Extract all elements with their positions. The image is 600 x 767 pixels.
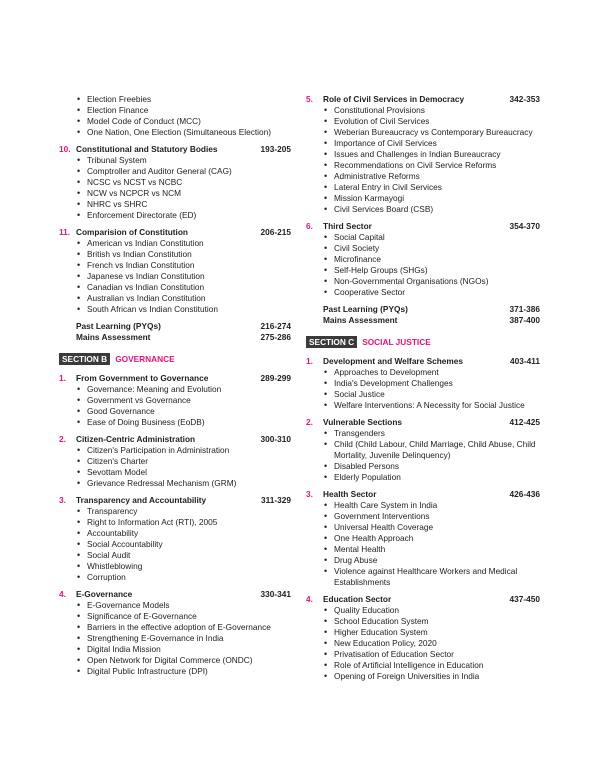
list-item: • Ease of Doing Business (EoDB) [76,417,291,428]
chapter-title: Constitutional and Statutory Bodies [76,144,218,154]
list-item: • Opening of Foreign Universities in India [323,671,540,682]
list-item: • South African vs Indian Constitution [76,304,291,315]
lead-item-list [59,94,291,138]
list-item: • Civil Society [323,243,540,254]
list-item: • Evolution of Civil Services [323,116,540,127]
page-range: 387-400 [509,315,540,325]
list-item: • Higher Education System [323,627,540,638]
chapter-heading [59,495,291,506]
right-column [306,94,540,688]
page-range: 371-386 [509,304,540,314]
chapter-heading [306,356,540,367]
list-item: • Social Audit [76,550,291,561]
list-item: • Recommendations on Civil Service Reforms [323,160,540,171]
page-range: 426-436 [509,489,540,499]
list-item: • Citizen's Participation in Administration [76,445,291,456]
right-chapter-group-a [306,94,540,298]
list-item: • Significance of E-Governance [76,611,291,622]
assessment-row [306,304,540,315]
list-item: • Government vs Governance [76,395,291,406]
page-range: 330-341 [260,589,291,599]
chapter-number: 10. [59,144,71,154]
chapter-title: Third Sector [323,221,372,231]
list-item: • Elderly Population [323,472,540,483]
list-item: • Good Governance [76,406,291,417]
topic-list [306,232,540,298]
list-item: • Social Justice [323,389,540,400]
list-item: • Privatisation of Education Sector [323,649,540,660]
toc-entry [306,489,540,588]
list-item: • NHRC vs SHRC [76,199,291,210]
page-range: 342-353 [509,94,540,104]
chapter-number: 4. [59,589,66,599]
list-item: • Australian vs Indian Constitution [76,293,291,304]
list-item: • American vs Indian Constitution [76,238,291,249]
list-item: • Issues and Challenges in Indian Bureaucracy [323,149,540,160]
list-item: • Mission Karmayogi [323,193,540,204]
toc-entry [306,356,540,411]
list-item: • Disabled Persons [323,461,540,472]
list-item: • Role of Artificial Intelligence in Education [323,660,540,671]
assessment-title: Mains Assessment [323,315,398,325]
list-item: • Corruption [76,572,291,583]
page-range: 275-286 [260,332,291,342]
chapter-title: Education Sector [323,594,392,604]
list-item: • Health Care System in India [323,500,540,511]
chapter-heading [59,434,291,445]
chapter-number: 4. [306,594,313,604]
chapter-title: Development and Welfare Schemes [323,356,464,366]
list-item: • Microfinance [323,254,540,265]
section-name: GOVERNANCE [115,353,175,364]
page-range: 403-411 [510,356,540,366]
section-label: SECTION B [59,353,110,365]
section-header-b [59,353,291,365]
chapter-number: 3. [59,495,66,505]
chapter-title: Citizen-Centric Administration [76,434,196,444]
list-item: • Grievance Redressal Mechanism (GRM) [76,478,291,489]
list-item: • Approaches to Development [323,367,540,378]
list-item: • Strengthening E-Governance in India [76,633,291,644]
chapter-number: 2. [59,434,66,444]
list-item: • Child (Child Labour, Child Marriage, Child Abuse, Child Mortality, Juvenile Delinquency) [323,439,540,461]
page-range: 216-274 [260,321,291,331]
list-item: • Government Interventions [323,511,540,522]
chapter-heading [306,489,540,500]
list-item: • Accountability [76,528,291,539]
toc-entry [59,495,291,583]
chapter-heading [59,227,291,238]
list-item: • Japanese vs Indian Constitution [76,271,291,282]
list-item: • New Education Policy, 2020 [323,638,540,649]
assessment-title: Past Learning (PYQs) [76,321,161,331]
section-header-c [306,336,540,348]
topic-list [59,155,291,221]
list-item: • Lateral Entry in Civil Services [323,182,540,193]
list-item: • Mental Health [323,544,540,555]
page-range: 311-329 [261,495,291,505]
list-item: • India's Development Challenges [323,378,540,389]
list-item: • Quality Education [323,605,540,616]
list-item: • Transgenders [323,428,540,439]
list-item: • Non-Governmental Organisations (NGOs) [323,276,540,287]
list-item: • Digital Public Infrastructure (DPI) [76,666,291,677]
topic-list [59,506,291,583]
chapter-number: 6. [306,221,313,231]
list-item: • Universal Health Coverage [323,522,540,533]
right-chapter-group-b [306,356,540,682]
list-item: • Digital India Mission [76,644,291,655]
page-range: 437-450 [509,594,540,604]
list-item: • One Nation, One Election (Simultaneous Election) [76,127,291,138]
list-item: • Civil Services Board (CSB) [323,204,540,215]
list-item: • Weberian Bureaucracy vs Contemporary Bureaucracy [323,127,540,138]
topic-list [306,367,540,411]
list-item: • Violence against Healthcare Workers and Medical Establishments [323,566,540,588]
page-range: 300-310 [260,434,291,444]
chapter-number: 3. [306,489,313,499]
chapter-number: 2. [306,417,313,427]
list-item: • Whistleblowing [76,561,291,572]
list-item: • Administrative Reforms [323,171,540,182]
toc-entry [59,144,291,221]
section-label: SECTION C [306,336,357,348]
chapter-heading [306,94,540,105]
list-item: • Welfare Interventions: A Necessity for Social Justice [323,400,540,411]
list-item: • Social Accountability [76,539,291,550]
topic-list [59,384,291,428]
section-name: SOCIAL JUSTICE [362,336,431,347]
list-item: • Drug Abuse [323,555,540,566]
list-item: • Self-Help Groups (SHGs) [323,265,540,276]
list-item: • Transparency [76,506,291,517]
list-item: • School Education System [323,616,540,627]
page-range: 206-215 [260,227,291,237]
list-item: • Enforcement Directorate (ED) [76,210,291,221]
chapter-heading [306,594,540,605]
toc-entry [306,221,540,298]
list-item: • Sevottam Model [76,467,291,478]
topic-list [306,428,540,483]
chapter-title: Vulnerable Sections [323,417,402,427]
chapter-heading [306,417,540,428]
list-item: • Social Capital [323,232,540,243]
page-range: 289-299 [260,373,291,383]
assessment-title: Past Learning (PYQs) [323,304,408,314]
topic-list [306,500,540,588]
list-item: • Election Finance [76,105,291,116]
topic-list [59,238,291,315]
topic-list [59,445,291,489]
left-extras [59,321,291,343]
list-item: • Constitutional Provisions [323,105,540,116]
chapter-heading [59,144,291,155]
topic-list [306,105,540,215]
left-chapter-group-b [59,373,291,677]
toc-entry [59,434,291,489]
assessment-row [59,332,291,343]
list-item: • Importance of Civil Services [323,138,540,149]
toc-entry [306,94,540,215]
chapter-title: Role of Civil Services in Democracy [323,94,465,104]
list-item: • One Health Approach [323,533,540,544]
assessment-row [306,315,540,326]
chapter-title: Health Sector [323,489,377,499]
list-item: • Governance: Meaning and Evolution [76,384,291,395]
chapter-title: From Government to Governance [76,373,209,383]
topic-list [306,605,540,682]
chapter-heading [59,589,291,600]
list-item: • Tribunal System [76,155,291,166]
assessment-row [59,321,291,332]
list-item: • Election Freebies [76,94,291,105]
right-extras [306,304,540,326]
topic-list [59,600,291,677]
chapter-title: E-Governance [76,589,133,599]
list-item: • Model Code of Conduct (MCC) [76,116,291,127]
list-item: • NCSC vs NCST vs NCBC [76,177,291,188]
chapter-heading [306,221,540,232]
list-item: • Comptroller and Auditor General (CAG) [76,166,291,177]
page-range: 354-370 [509,221,540,231]
left-chapter-group-a [59,144,291,315]
chapter-heading [59,373,291,384]
list-item: • Canadian vs Indian Constitution [76,282,291,293]
toc-entry [306,417,540,483]
toc-entry [306,594,540,682]
list-item: • Open Network for Digital Commerce (ONDC) [76,655,291,666]
chapter-number: 1. [306,356,313,366]
chapter-title: Comparision of Constitution [76,227,188,237]
left-column [59,94,291,683]
chapter-number: 5. [306,94,313,104]
list-item: • Barriers in the effective adoption of E-Governance [76,622,291,633]
list-item: • Citizen's Charter [76,456,291,467]
toc-entry [59,589,291,677]
chapter-number: 11. [59,227,71,237]
list-item: • E-Governance Models [76,600,291,611]
assessment-title: Mains Assessment [76,332,151,342]
list-item: • Right to Information Act (RTI), 2005 [76,517,291,528]
page-range: 412-425 [509,417,540,427]
list-item: • British vs Indian Constitution [76,249,291,260]
toc-entry [59,373,291,428]
toc-entry [59,227,291,315]
list-item: • NCW vs NCPCR vs NCM [76,188,291,199]
list-item: • French vs Indian Constitution [76,260,291,271]
chapter-title: Transparency and Accountability [76,495,207,505]
page-range: 193-205 [260,144,291,154]
list-item: • Cooperative Sector [323,287,540,298]
chapter-number: 1. [59,373,66,383]
